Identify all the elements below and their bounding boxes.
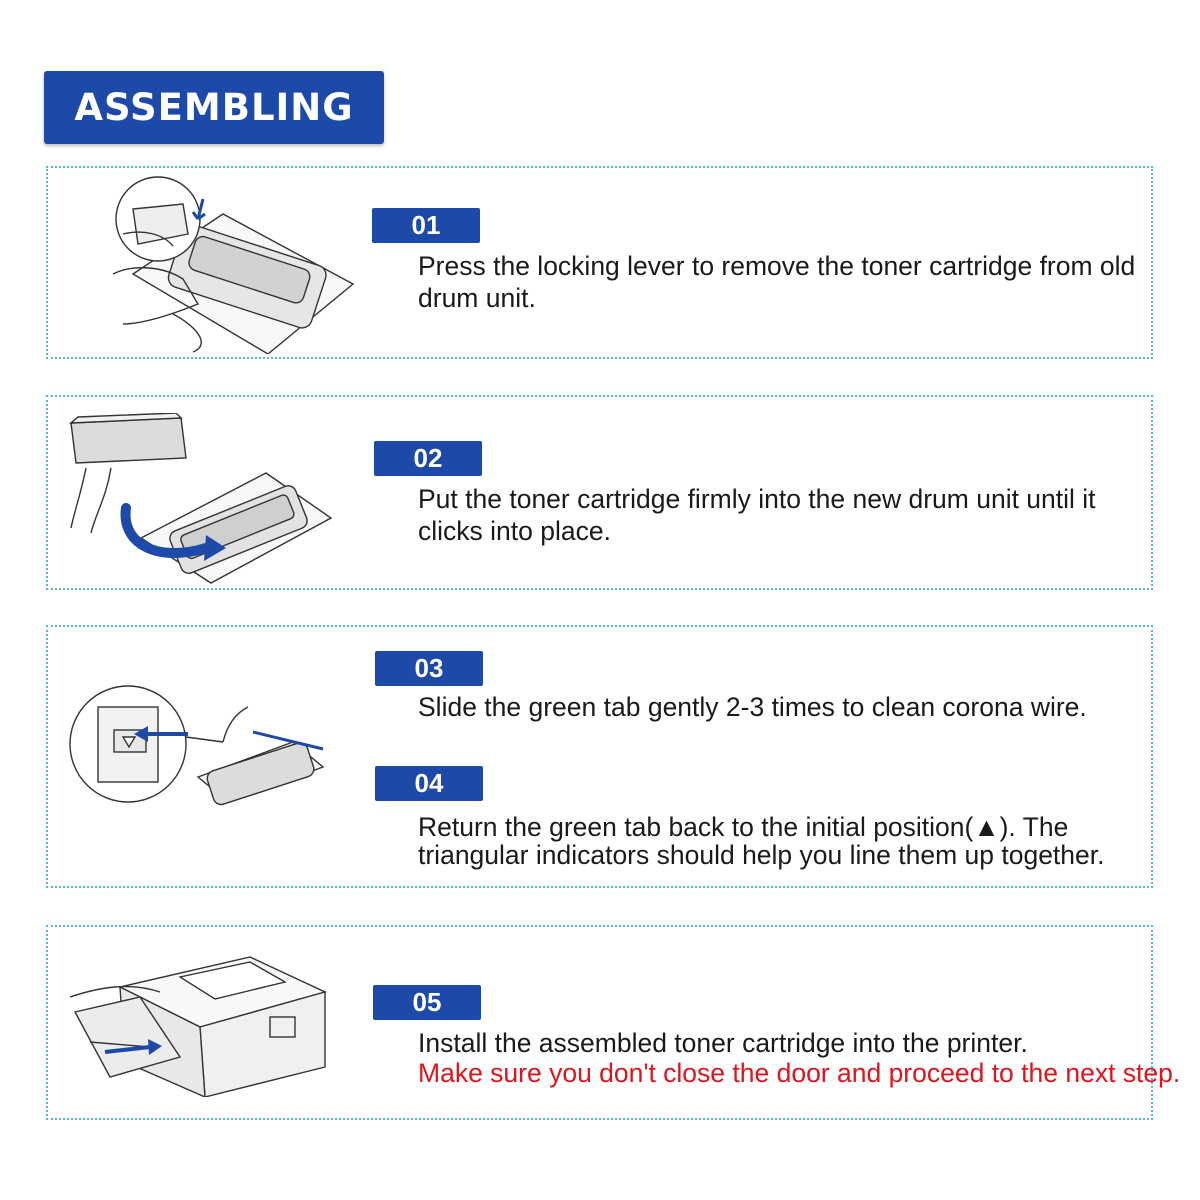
green-tab-slide-illustration: [68, 682, 333, 807]
step-panel-01: [46, 166, 1153, 359]
step-panel-03-04: [46, 625, 1153, 888]
step-number-badge: 02: [374, 441, 482, 476]
step-instruction: Put the toner cartridge firmly into the new drum unit until it clicks into place.: [418, 484, 1096, 546]
step-instruction: Slide the green tab gently 2-3 times to clean corona wire.: [418, 692, 1087, 722]
toner-insert-illustration: [66, 413, 366, 588]
drum-unit-lever-illustration: [103, 174, 363, 354]
step-instruction: Press the locking lever to remove the toner cartridge from old drum unit.: [418, 251, 1136, 313]
step-panel-05: [46, 925, 1181, 1120]
warning-text: Make sure you don't close the door and proceed to the next step.: [418, 1058, 1181, 1088]
step-number-badge: 03: [375, 651, 483, 686]
step-number-badge: 05: [373, 985, 481, 1020]
section-title: ASSEMBLING: [74, 86, 354, 129]
step-number-badge: 04: [375, 766, 483, 801]
step-instruction: Install the assembled toner cartridge into the printer.: [418, 1028, 1028, 1058]
section-title-tab: [44, 71, 384, 144]
step-number-badge: 01: [372, 208, 480, 243]
step-panel-02: [46, 395, 1153, 590]
printer-install-illustration: [70, 947, 330, 1097]
step-instruction: Return the green tab back to the initial position(▲). The triangular indicators should help you line them up together.: [418, 812, 1105, 870]
